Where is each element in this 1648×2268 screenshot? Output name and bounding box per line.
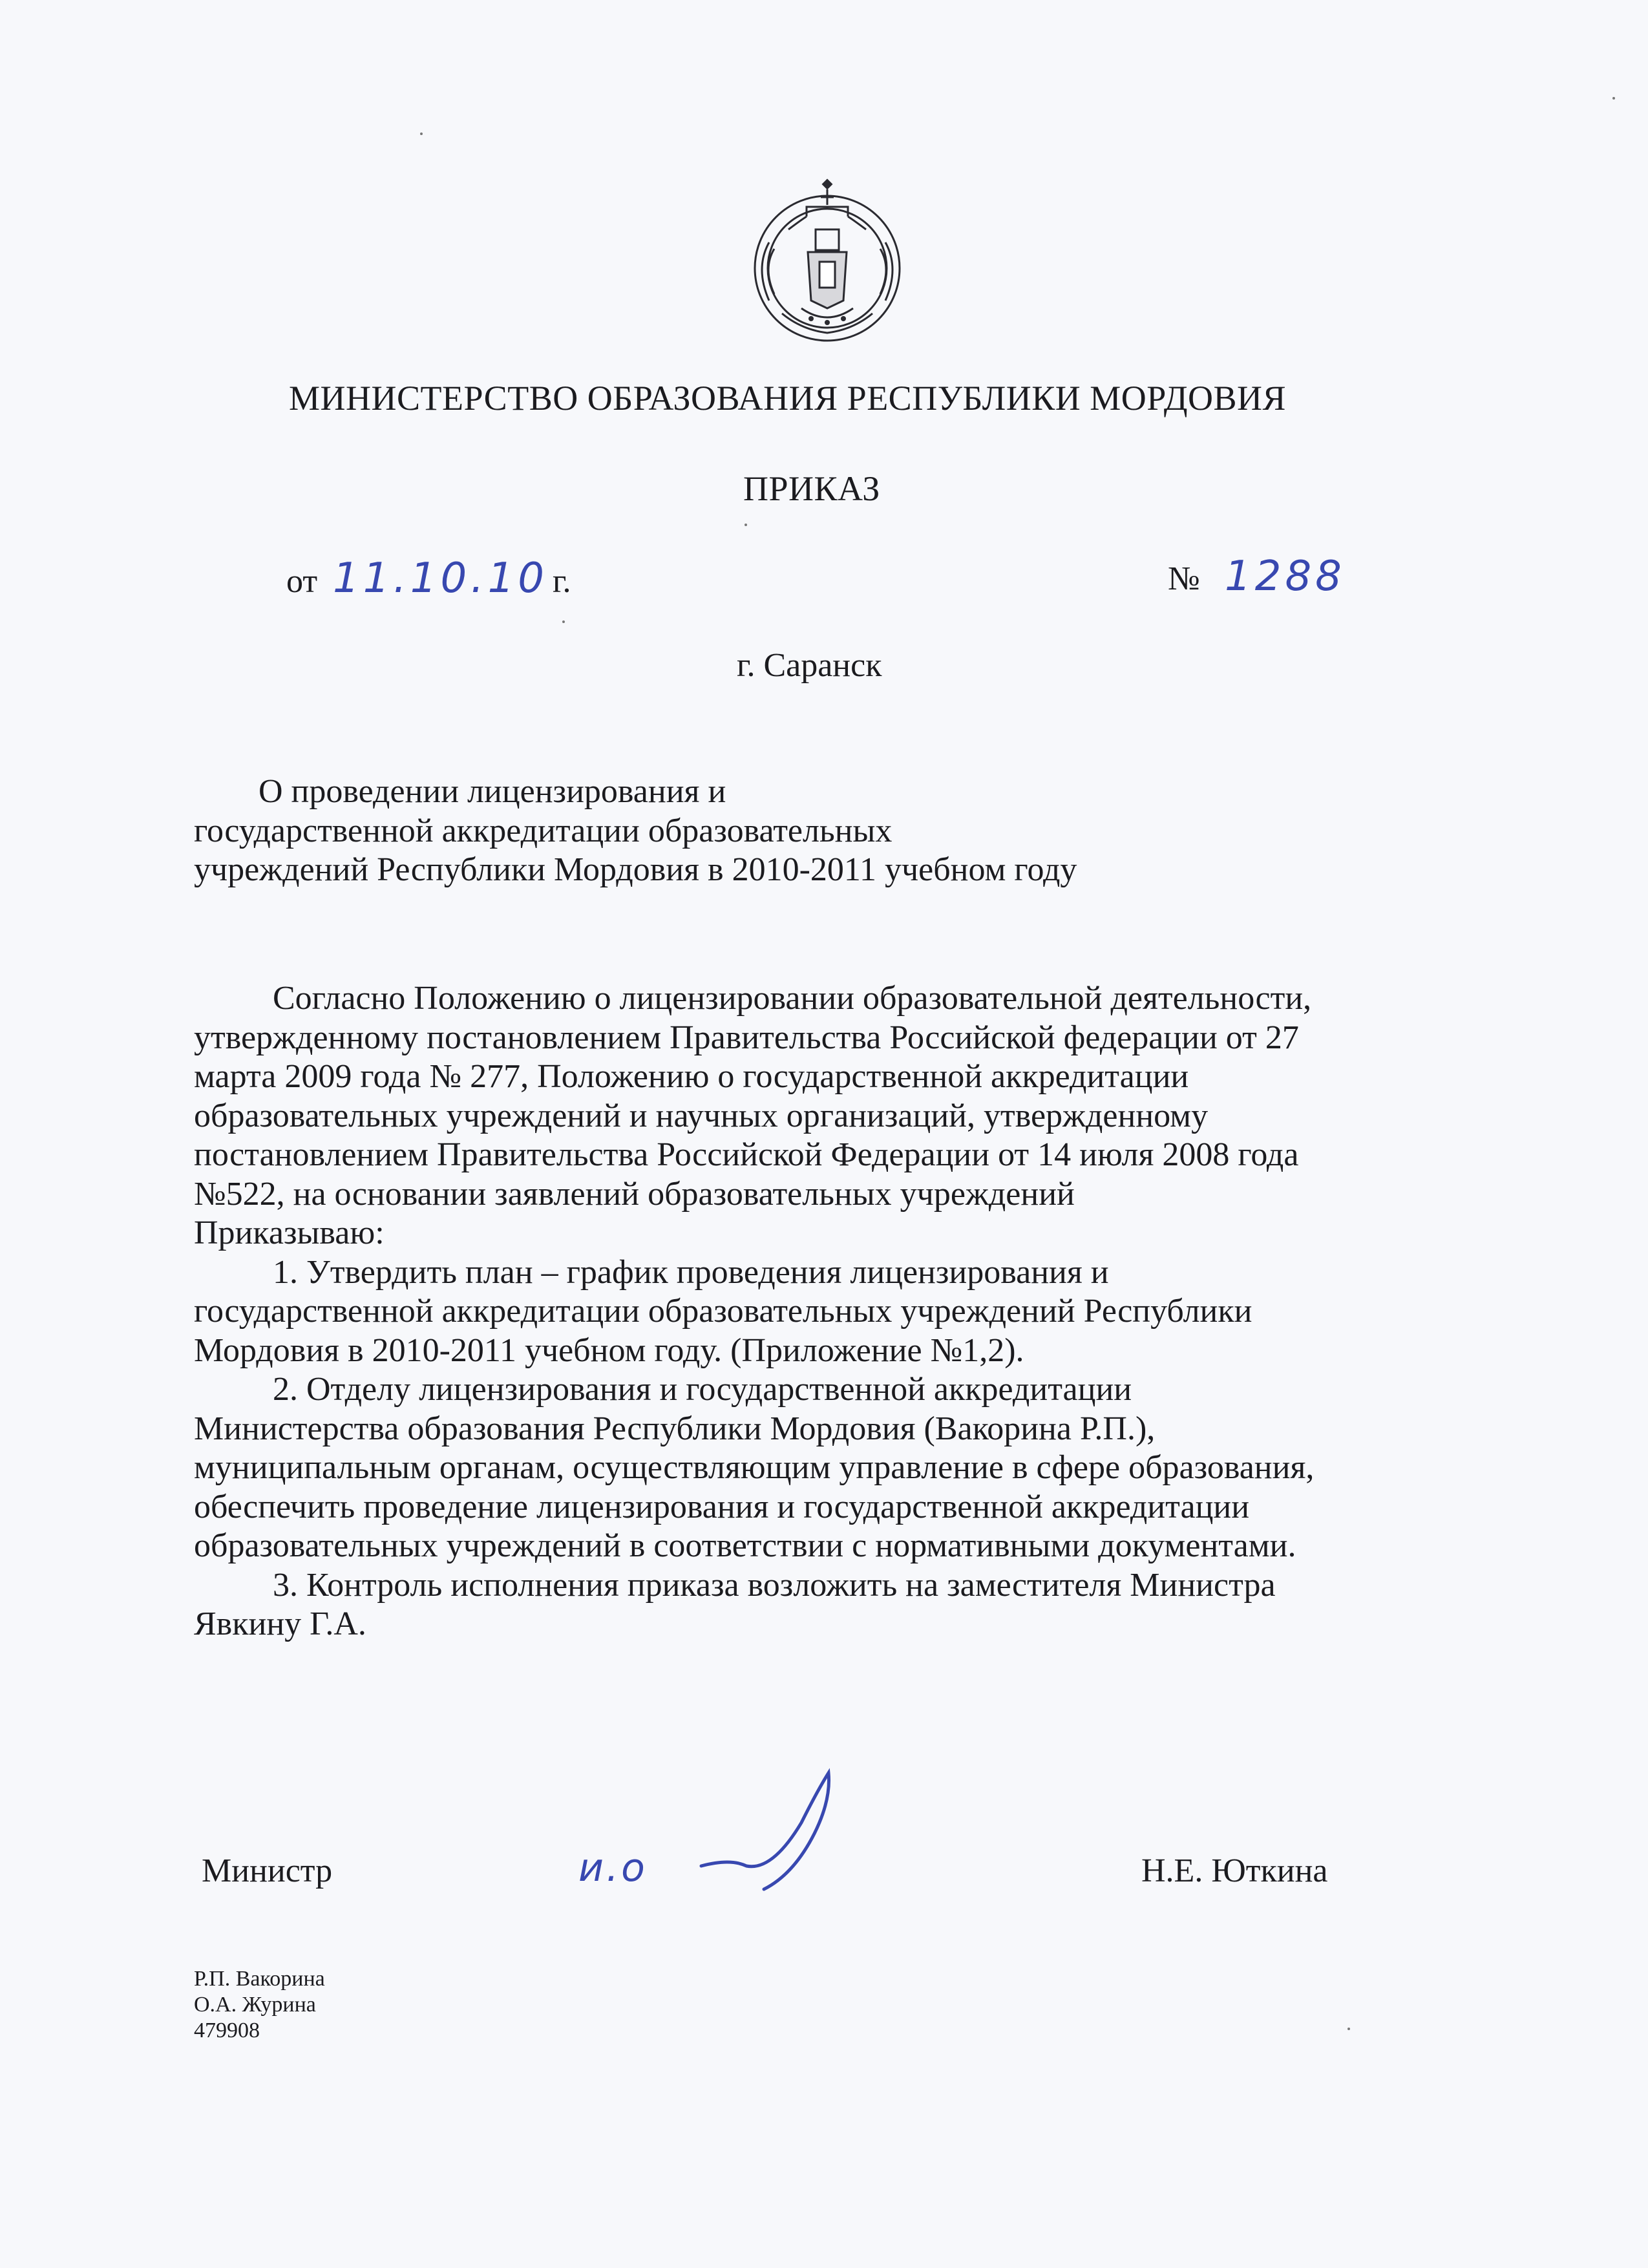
date-prefix: от: [286, 563, 318, 600]
date-handwritten: 11.10.10: [333, 555, 548, 602]
scan-speck: [745, 524, 747, 526]
body-line: №522, на основании заявлений образовательных учреждений: [194, 1175, 1075, 1213]
subject-line: государственной аккредитации образовательных: [194, 812, 893, 849]
body-line: Явкину Г.А.: [194, 1606, 366, 1642]
executors-block: [194, 1966, 325, 2044]
scan-speck: [420, 132, 423, 135]
order-subject: [194, 772, 1461, 890]
order-item-2: 2. Отделу лицензирования и государственной аккредитации: [273, 1371, 1132, 1408]
body-line: Мордовия в 2010-2011 учебном году. (Приложение №1,2).: [194, 1331, 1024, 1369]
subject-line: О проведении лицензирования и: [259, 773, 726, 810]
executor-name: Р.П. Вакорина: [194, 1967, 325, 1991]
signature-stroke: [685, 1761, 866, 1910]
body-line: образовательных учреждений и научных организаций, утвержденному: [194, 1097, 1209, 1134]
body-line: образовательных учреждений в соответствии с нормативными документами.: [194, 1527, 1296, 1564]
signatory-title: Министр: [202, 1852, 333, 1889]
body-line: марта 2009 года № 277, Положению о государственной аккредитации: [194, 1058, 1189, 1095]
scan-speck: [1347, 2028, 1350, 2030]
coat-of-arms-emblem: [743, 171, 911, 349]
ministry-name: МИНИСТЕРСТВО ОБРАЗОВАНИЯ РЕСПУБЛИКИ МОРДОВИЯ: [289, 379, 1287, 418]
body-line: муниципальным органам, осуществляющим управление в сфере образования,: [194, 1449, 1315, 1486]
body-line: Министерства образования Республики Мордовия (Вакорина Р.П.),: [194, 1410, 1156, 1447]
signatory-name: Н.Е. Юткина: [1141, 1852, 1328, 1889]
order-body: [194, 979, 1461, 1644]
body-line: государственной аккредитации образовательных учреждений Республики: [194, 1293, 1252, 1330]
body-line: Согласно Положению о лицензировании образовательной деятельности,: [273, 980, 1312, 1017]
body-line: обеспечить проведение лицензирования и государственной аккредитации: [194, 1488, 1250, 1525]
body-line: постановлением Правительства Российской Федерации от 14 июля 2008 года: [194, 1136, 1299, 1173]
body-line: утвержденному постановлением Правительства Российской федерации от 27: [194, 1019, 1299, 1056]
number-handwritten: 1288: [1225, 553, 1346, 600]
executor-phone: 479908: [194, 2019, 260, 2042]
order-item-3: 3. Контроль исполнения приказа возложить на заместителя Министра: [273, 1566, 1276, 1604]
scan-speck: [1612, 97, 1615, 100]
executor-name: О.А. Журина: [194, 1993, 316, 2017]
document-type-title: ПРИКАЗ: [743, 469, 880, 508]
number-prefix: №: [1168, 560, 1200, 597]
order-item-1: 1. Утвердить план – график проведения лицензирования и: [273, 1253, 1109, 1291]
subject-line: учреждений Республики Мордовия в 2010-2011 учебном году: [194, 851, 1077, 888]
date-suffix: г.: [553, 563, 571, 600]
city-name: г. Саранск: [737, 647, 882, 684]
scan-speck: [562, 620, 565, 623]
signature-mark: и.о: [578, 1845, 648, 1891]
body-line: Приказываю:: [194, 1214, 385, 1251]
